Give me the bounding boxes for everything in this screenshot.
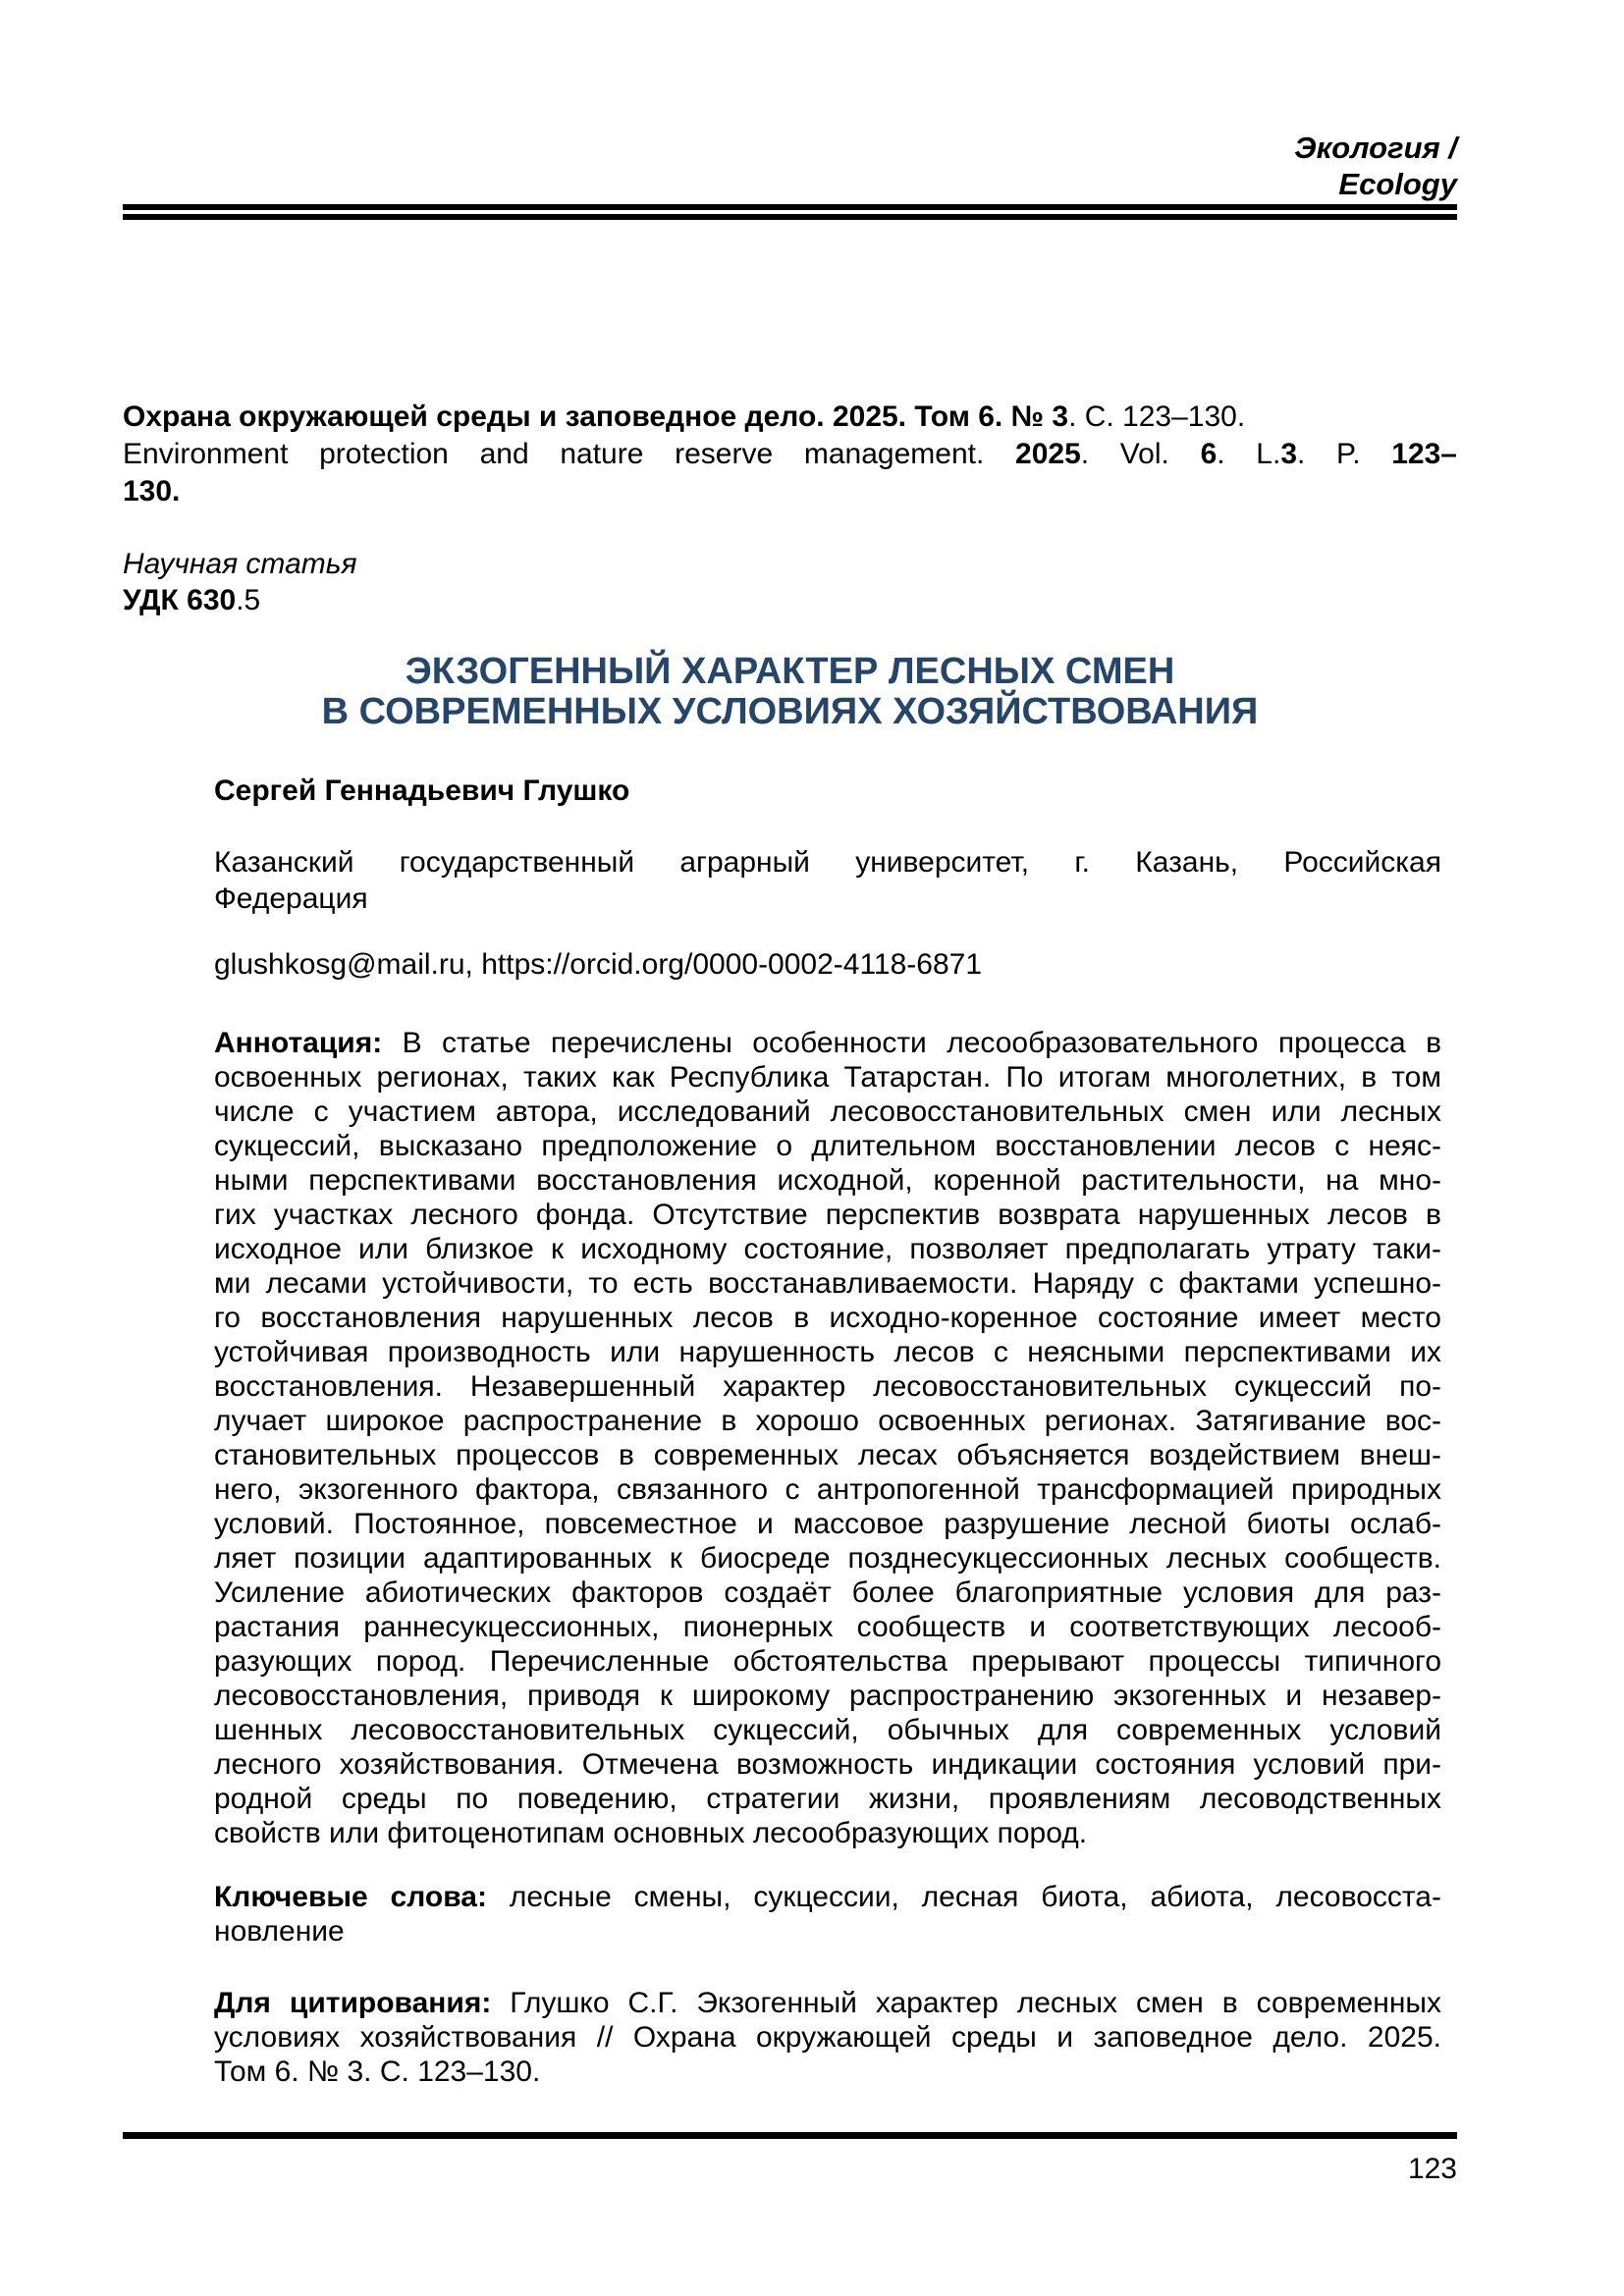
text-line: лесного хозяйствования. Отмечена возможность индикации состояния условий при-: [214, 1748, 1441, 1781]
abstract-body: [214, 1060, 1441, 1850]
journal-section-heading: [123, 130, 1457, 202]
abstract-first-line-text: В статье перечислены особенности лесообразовательного процесса в: [382, 1027, 1441, 1059]
text-line: ляет позиции адаптированных к биосреде позднесукцессионных лесных сообществ.: [214, 1542, 1441, 1575]
author-affiliation: [214, 844, 1441, 917]
affiliation-line2: Федерация: [214, 882, 368, 915]
biblio-en-pages-start: 123–: [1391, 438, 1457, 470]
abstract-first-line: [214, 1026, 1441, 1060]
text-line: шенных лесовосстановительных сукцессий, обычных для современных условий: [214, 1714, 1441, 1746]
text-line: него, экзогенного фактора, связанного с антропогенной трансформацией природных: [214, 1473, 1441, 1506]
article-title-line1: ЭКЗОГЕННЫЙ ХАРАКТЕР ЛЕСНЫХ СМЕН: [405, 651, 1175, 692]
section-title-en: Ecology: [1338, 167, 1457, 201]
biblio-en-sep2: . L.: [1217, 438, 1281, 470]
text-line: исходное или близкое к исходному состояние, позволяет предполагать утрату таки-: [214, 1233, 1441, 1265]
citation-label: Для цитирования:: [214, 1987, 492, 2019]
section-title-ru: Экология /: [1294, 131, 1457, 165]
text-line: родной среды по поведению, стратегии жизни, проявлениям лесоводственных: [214, 1783, 1441, 1815]
keywords-first-line-text: лесные смены, сукцессии, лесная биота, абиота, лесовосста-: [486, 1881, 1441, 1913]
footer-divider: [123, 2132, 1457, 2139]
keywords-first-line: [214, 1880, 1441, 1914]
text-line: Усиление абиотических факторов создаёт более благоприятные условия для раз-: [214, 1576, 1441, 1609]
citation-line2: условиях хозяйствования // Охрана окружающей среды и заповедное дело. 2025.: [214, 2021, 1441, 2054]
text-line: свойств или фитоценотипам основных лесообразующих пород.: [214, 1817, 1088, 1849]
article-title: [123, 652, 1457, 732]
biblio-ru-journal: Охрана окружающей среды и заповедное дело. 2025. Том 6. № 3: [123, 400, 1069, 433]
text-line: восстановления. Незавершенный характер лесовосстановительных сукцессий по-: [214, 1370, 1441, 1403]
header-divider: [123, 204, 1457, 220]
biblio-line-en-cont: 130.: [123, 475, 181, 507]
text-line: устойчивая производность или нарушенность лесов с неясными перспективами их: [214, 1336, 1441, 1368]
text-line: разующих пород. Перечисленные обстоятельства прерывают процессы типичного: [214, 1645, 1441, 1678]
citation-line3: Том 6. № 3. С. 123–130.: [214, 2056, 541, 2088]
text-line: ми лесами устойчивости, то есть восстанавливаемости. Наряду с фактами успешно-: [214, 1267, 1441, 1300]
text-line: растания раннесукцессионных, пионерных сообществ и соответствующих лесооб-: [214, 1611, 1441, 1643]
biblio-ru-pages: . С. 123–130.: [1068, 400, 1246, 433]
article-meta: [123, 546, 1457, 618]
udc-line: [123, 582, 1457, 618]
text-line: становительных процессов в современных лесах объясняется воздействием внеш-: [214, 1439, 1441, 1471]
keywords-label: Ключевые слова:: [214, 1881, 487, 1913]
for-citation-section: [214, 1986, 1441, 2089]
text-line: гих участках лесного фонда. Отсутствие перспектив возврата нарушенных лесов в: [214, 1199, 1441, 1231]
author-contact: glushkosg@mail.ru, https://orcid.org/0000-0002-4118-6871: [214, 948, 983, 981]
biblio-en-journal: Environment protection and nature reserve management.: [123, 438, 1016, 470]
text-line: лесовосстановления, приводя к широкому распространению экзогенных и незавер-: [214, 1680, 1441, 1712]
keywords-last-line: новление: [214, 1915, 345, 1948]
author-name: Сергей Геннадьевич Глушко: [214, 774, 630, 807]
article-type-label: Научная статья: [123, 548, 357, 580]
biblio-en-sep3: . P.: [1297, 438, 1392, 470]
text-line: лучает широкое распространение в хорошо освоенных регионах. Затягивание вос-: [214, 1405, 1441, 1437]
biblio-en-issue: 3: [1280, 438, 1298, 470]
udc-code-tail: .5: [236, 584, 261, 616]
text-line: сукцессий, высказано предположение о длительном восстановлении лесов с неяс-: [214, 1130, 1441, 1162]
text-line: условий. Постоянное, повсеместное и массовое разрушение лесной биоты ослаб-: [214, 1508, 1441, 1540]
text-line: ными перспективами восстановления исходной, коренной растительности, на мно-: [214, 1164, 1441, 1197]
article-title-line2: В СОВРЕМЕННЫХ УСЛОВИЯХ ХОЗЯЙСТВОВАНИЯ: [321, 691, 1259, 732]
text-line: освоенных регионах, таких как Республика Татарстан. По итогам многолетних, в том: [214, 1061, 1441, 1094]
citation-first-line-text: Глушко С.Г. Экзогенный характер лесных смен в современных: [491, 1987, 1441, 2019]
bibliographic-reference: [123, 399, 1457, 510]
abstract-section: [214, 1026, 1441, 1850]
udc-code: УДК 630: [123, 584, 237, 616]
affiliation-line1: Казанский государственный аграрный университет, г. Казань, Российская: [214, 846, 1441, 879]
biblio-line-en: [123, 436, 1457, 473]
biblio-en-year: 2025: [1015, 438, 1081, 470]
abstract-label: Аннотация:: [214, 1027, 383, 1059]
keywords-section: [214, 1880, 1441, 1949]
biblio-en-volume: 6: [1200, 438, 1218, 470]
text-line: числе с участием автора, исследований лесовосстановительных смен или лесных: [214, 1095, 1441, 1128]
citation-first-line: [214, 1986, 1441, 2020]
biblio-en-sep1: . Vol.: [1080, 438, 1201, 470]
page-number: 123: [1407, 2153, 1457, 2185]
biblio-line-ru: [123, 399, 1457, 436]
text-line: го восстановления нарушенных лесов в исходно-коренное состояние имеет место: [214, 1302, 1441, 1334]
